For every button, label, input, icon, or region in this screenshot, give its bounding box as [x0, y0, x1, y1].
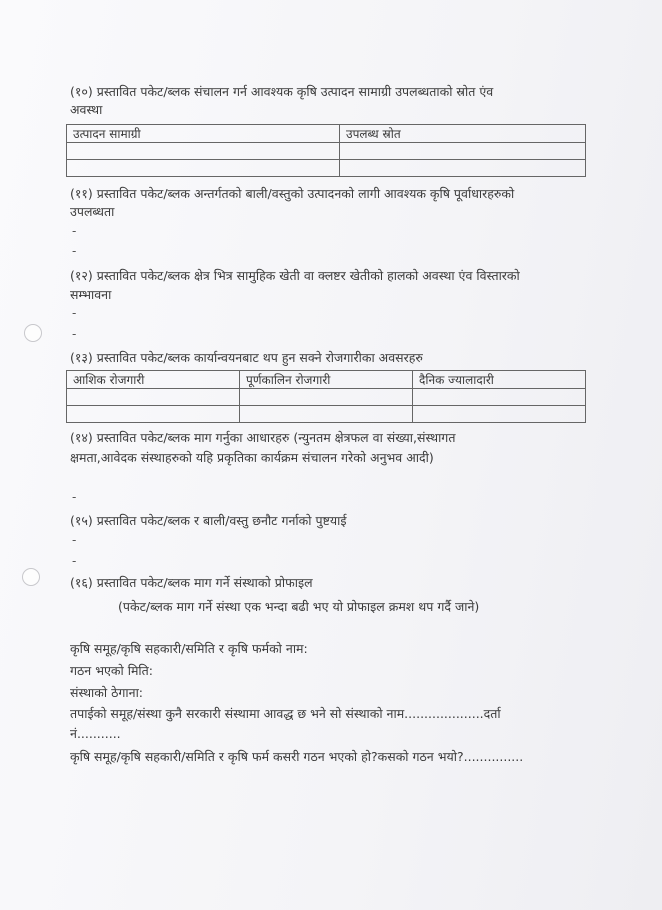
- table-cell[interactable]: [413, 406, 586, 423]
- table-row: [67, 160, 586, 177]
- table-cell[interactable]: [340, 160, 586, 177]
- bullet-dash: -: [72, 306, 77, 320]
- table-row: [67, 143, 586, 160]
- formation-date-field: गठन भएको मिति:: [70, 663, 154, 678]
- header-cell: दैनिक ज्यालादारी: [413, 371, 586, 389]
- section-16-note: (पकेट/ब्लक माग गर्ने संस्था एक भन्दा बढी भए यो प्रोफाइल क्रमश थप गर्दै जाने): [118, 599, 480, 614]
- section-10-title-cont: अवस्था: [70, 102, 103, 117]
- org-address-field: संस्थाको ठेगाना:: [70, 685, 144, 700]
- table-row: [67, 406, 586, 423]
- header-cell: उपलब्ध स्रोत: [340, 125, 586, 143]
- header-cell: पूर्णकालिन रोजगारी: [240, 371, 413, 389]
- table-cell[interactable]: [340, 143, 586, 160]
- table-row: [67, 389, 586, 406]
- section-15-title: (१५) प्रस्तावित पकेट/ब्लक र बाली/वस्तु छनौट गर्नाको पुष्टयाई: [70, 513, 347, 528]
- header-cell: आशिक रोजगारी: [67, 371, 240, 389]
- table-cell[interactable]: [67, 160, 340, 177]
- table-header-row: [67, 125, 586, 143]
- table-cell[interactable]: [67, 406, 240, 423]
- table-cell[interactable]: [240, 406, 413, 423]
- bullet-dash: -: [72, 327, 77, 341]
- section-12-title: (१२) प्रस्तावित पकेट/ब्लक क्षेत्र भित्र सामुहिक खेती वा क्लष्टर खेतीको हालको अवस्था एंव विस्तारको: [70, 268, 520, 283]
- org-name-field: कृषि समूह/कृषि सहकारी/समिति र कृषि फर्मको नाम:: [70, 641, 308, 656]
- bullet-dash: -: [72, 533, 77, 547]
- bullet-dash: -: [72, 554, 77, 568]
- section-12-title-cont: सम्भावना: [70, 287, 112, 302]
- employment-table: [66, 370, 586, 423]
- table-cell[interactable]: [67, 389, 240, 406]
- punch-hole: [24, 324, 42, 342]
- affiliation-field: तपाईको समूह/संस्था कुनै सरकारी संस्थामा आवद्ध छ भने सो संस्थाको नाम....................दर्ता: [70, 706, 501, 721]
- section-13-title: (१३) प्रस्तावित पकेट/ब्लक कार्यान्वयनबाट थप हुन सक्ने रोजगारीका अवसरहरु: [70, 350, 423, 365]
- bullet-dash: -: [72, 224, 77, 238]
- section-11-title-cont: उपलब्धता: [70, 204, 115, 219]
- table-header-row: [67, 371, 586, 389]
- section-14-title-cont: क्षमता,आवेदक संस्थाहरुको यहि प्रकृतिका कार्यक्रम संचालन गरेको अनुभव आदी): [70, 450, 434, 465]
- section-10-title: (१०) प्रस्तावित पकेट/ब्लक संचालन गर्न आवश्यक कृषि उत्पादन सामाग्री उपलब्धताको स्रोत एंव: [70, 84, 494, 99]
- bullet-dash: -: [72, 244, 77, 258]
- registration-number-field: नं...........: [70, 726, 121, 741]
- table-cell[interactable]: [67, 143, 340, 160]
- bullet-dash: -: [72, 490, 77, 504]
- formation-method-field: कृषि समूह/कृषि सहकारी/समिति र कृषि फर्म कसरी गठन भएको हो?कसको गठन भयो?...............: [70, 749, 524, 764]
- table-cell[interactable]: [413, 389, 586, 406]
- section-16-title: (१६) प्रस्तावित पकेट/ब्लक माग गर्ने संस्थाको प्रोफाइल: [70, 575, 313, 590]
- section-14-title: (१४) प्रस्तावित पकेट/ब्लक माग गर्नुका आधारहरु (न्युनतम क्षेत्रफल वा संख्या,संस्थागत: [70, 430, 456, 445]
- section-11-title: (११) प्रस्तावित पकेट/ब्लक अन्तर्गतको बाली/वस्तुको उत्पादनको लागी आवश्यक कृषि पूर्वाधारहरुको: [70, 186, 515, 201]
- header-cell: उत्पादन सामाग्री: [67, 125, 340, 143]
- materials-table: [66, 124, 586, 177]
- punch-hole: [22, 568, 40, 586]
- table-cell[interactable]: [240, 389, 413, 406]
